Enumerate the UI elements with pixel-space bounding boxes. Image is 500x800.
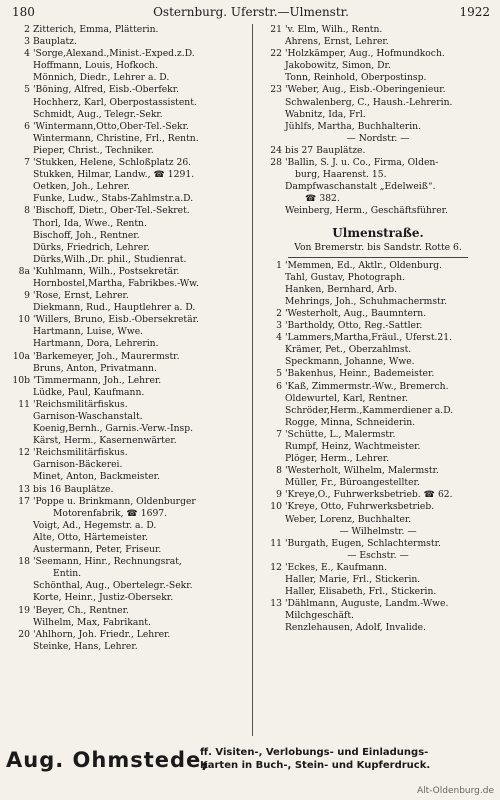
directory-entry (6, 399, 248, 411)
entry-text: Ahrens, Ernst, Lehrer. (285, 36, 389, 48)
directory-entry (258, 477, 498, 489)
entry-text: Garnison-Bäckerei. (33, 459, 123, 471)
directory-entry (6, 641, 248, 653)
directory-entry (258, 622, 498, 634)
entry-text: 'Kreye, Otto, Fuhrwerksbetrieb. (285, 501, 435, 513)
entry-text: 'Westerholt, Aug., Baumntern. (285, 307, 427, 319)
entry-text: Dürks, Friedrich, Lehrer. (33, 241, 150, 253)
directory-entry (6, 242, 248, 254)
directory-entry (6, 459, 248, 471)
entry-text: 'Dählmann, Auguste, Landm.-Wwe. (285, 598, 449, 610)
house-number: 17 (18, 495, 30, 507)
entry-text: Speckmann, Johanne, Wwe. (285, 356, 415, 368)
street-heading: Ulmenstraße. (332, 225, 424, 240)
directory-entry (6, 60, 248, 72)
directory-entry (258, 610, 498, 622)
advertiser-name: Aug. Ohmstede, (6, 748, 211, 772)
entry-text: Wabnitz, Ida, Frl. (285, 108, 366, 120)
directory-entry (6, 84, 248, 96)
directory-entry (6, 471, 248, 483)
entry-text: 'Bischoff, Dietr., Ober-Tel.-Sekret. (33, 205, 190, 217)
house-number: 28 (270, 157, 282, 169)
divider (258, 254, 498, 260)
entry-text: Stukken, Hilmar, Landw., ☎ 1291. (33, 169, 195, 181)
entry-text: Jühlfs, Martha, Buchhalterin. (285, 120, 421, 132)
entry-text: Hartmann, Dora, Lehrerin. (33, 338, 159, 350)
entry-text: Tahl, Gustav, Photograph. (285, 271, 405, 283)
house-number: 8 (276, 465, 282, 477)
entry-text: Voigt, Ad., Hegemstr. a. D. (33, 519, 157, 531)
entry-text: 'Rose, Ernst, Lehrer. (33, 290, 129, 302)
directory-entry (6, 218, 248, 230)
entry-text: Pieper, Christ., Techniker. (33, 144, 154, 156)
entry-text: Haller, Marie, Frl., Stickerin. (285, 574, 421, 586)
directory-entry (6, 580, 248, 592)
house-number: 10 (270, 501, 282, 513)
directory-entry (258, 60, 498, 72)
house-number: 13 (270, 598, 282, 610)
advertisement-line-1: ff. Visiten-, Verlobungs- und Einladungs- (200, 747, 429, 758)
watermark: Alt-Oldenburg.de (416, 786, 494, 796)
entry-text: Zitterich, Emma, Plätterin. (33, 24, 159, 35)
directory-entry (6, 36, 248, 48)
entry-text: Schwalenberg, C., Haush.-Lehrerin. (285, 96, 453, 108)
entry-text: 'Kaß, Zimmermstr.-Ww., Bremerch. (285, 380, 449, 392)
house-number: 12 (18, 447, 30, 459)
entry-text: 'Bartholdy, Otto, Reg.-Sattler. (285, 320, 423, 332)
directory-entry (6, 24, 248, 36)
directory-entry (258, 562, 498, 574)
entry-text: Lüdke, Paul, Kaufmann. (33, 386, 145, 398)
directory-entry (6, 254, 248, 266)
right-column (258, 24, 498, 635)
entry-text: 'Ahlhorn, Joh. Friedr., Lehrer. (33, 628, 171, 640)
directory-entry (6, 121, 248, 133)
entry-text: 'Sorge,Alexand.,Minist.-Exped.z.D. (33, 48, 195, 60)
entry-text: Entin. (53, 568, 82, 580)
directory-entry (6, 351, 248, 363)
entry-text: 'Seemann, Hinr., Rechnungsrat, (33, 556, 182, 568)
directory-entry (6, 508, 248, 520)
house-number: 8a (18, 265, 30, 277)
directory-entry (258, 48, 498, 60)
entry-text: Bauplatz. (33, 36, 77, 48)
page-year: 1922 (459, 5, 490, 19)
directory-entry (6, 363, 248, 375)
entry-text: 'Eckes, E., Kaufmann. (285, 561, 388, 573)
directory-entry (6, 544, 248, 556)
directory-entry (258, 393, 498, 405)
entry-text: 'Timmermann, Joh., Lehrer. (33, 374, 162, 386)
directory-entry (6, 266, 248, 278)
entry-text: 'Kuhlmann, Wilh., Postsekretär. (33, 265, 180, 277)
entry-text: 'Poppe u. Brinkmann, Oldenburger (33, 495, 196, 507)
directory-entry (6, 338, 248, 350)
directory-entry (6, 48, 248, 60)
directory-entry (258, 417, 498, 429)
directory-entry (258, 169, 498, 181)
directory-entry (258, 205, 498, 217)
directory-entry (6, 496, 248, 508)
directory-entry (6, 423, 248, 435)
entry-text: Funke, Ludw., Stabs-Zahlmstr.a.D. (33, 193, 194, 205)
page-header (12, 4, 490, 20)
directory-entry (258, 36, 498, 48)
entry-text: Wilhelm, Max, Fabrikant. (33, 616, 151, 628)
directory-entry (6, 205, 248, 217)
cross-street-eschstr: — Eschstr. — (347, 549, 409, 561)
entry-text: 'Barkemeyer, Joh., Maurermstr. (33, 350, 180, 362)
house-number: 10 (18, 314, 30, 326)
entry-text: Haller, Elisabeth, Frl., Stickerin. (285, 586, 437, 598)
entry-text: ☎ 382. (305, 193, 340, 205)
entry-text: 'Memmen, Ed., Aktlr., Oldenburg. (285, 259, 443, 271)
entry-text: bis 16 Bauplätze. (33, 483, 114, 495)
page-number: 180 (12, 5, 35, 19)
entry-text: 'Beyer, Ch., Rentner. (33, 604, 129, 616)
house-number: 23 (270, 84, 282, 96)
directory-entry (6, 314, 248, 326)
directory-entry (258, 489, 498, 501)
entry-text: 'Reichsmilitärfiskus. (33, 447, 128, 459)
directory-entry (6, 278, 248, 290)
directory-entry (6, 484, 248, 496)
directory-entry (6, 435, 248, 447)
house-number: 22 (270, 48, 282, 60)
directory-entry (258, 501, 498, 513)
house-number: 9 (24, 290, 30, 302)
entry-text: Oldewurtel, Karl, Rentner. (285, 392, 409, 404)
directory-entry (258, 344, 498, 356)
house-number: 1 (276, 259, 282, 271)
cross-street-wilhelmstr: — Wilhelmstr. — (339, 525, 417, 537)
house-number: 4 (276, 332, 282, 344)
entry-text: bis 27 Bauplätze. (285, 144, 366, 156)
house-number: 6 (276, 380, 282, 392)
directory-entry (6, 302, 248, 314)
house-number: 12 (270, 561, 282, 573)
directory-entry (6, 617, 248, 629)
entry-text: 'Ballin, S. J. u. Co., Firma, Olden- (285, 157, 439, 169)
house-number: 24 (270, 144, 282, 156)
house-number: 6 (24, 120, 30, 132)
house-number: 18 (18, 556, 30, 568)
entry-text: Wintermann, Christine, Frl., Rentn. (33, 132, 199, 144)
directory-entry (6, 532, 248, 544)
house-number: 2 (276, 307, 282, 319)
house-number: 4 (24, 48, 30, 60)
entry-text: Minet, Anton, Backmeister. (33, 471, 160, 483)
entry-text: Mehrings, Joh., Schuhmachermstr. (285, 295, 448, 307)
house-number: 5 (24, 84, 30, 96)
house-number: 11 (270, 537, 282, 549)
directory-entry (6, 109, 248, 121)
house-number: 5 (276, 368, 282, 380)
entry-text: Jakobowitz, Simon, Dr. (285, 60, 391, 72)
entry-text: 'Böning, Alfred, Eisb.-Oberfekr. (33, 84, 180, 96)
house-number: 7 (276, 428, 282, 440)
house-number: 2 (24, 24, 30, 35)
house-number: 20 (18, 628, 30, 640)
house-number: 9 (276, 489, 282, 501)
directory-entry (258, 296, 498, 308)
entry-text: 'Stukken, Helene, Schloßplatz 26. (33, 157, 192, 169)
directory-entry (258, 84, 498, 96)
directory-entry (6, 97, 248, 109)
directory-entry (258, 429, 498, 441)
entry-text: 'Weber, Aug., Eisb.-Oberingenieur. (285, 84, 446, 96)
entry-text: Müller, Fr., Büroangestellter. (285, 477, 420, 489)
house-number: 7 (24, 157, 30, 169)
directory-entry (258, 381, 498, 393)
advertisement-line-2: Karten in Buch-, Stein- und Kupferdruck. (200, 760, 431, 771)
house-number: 21 (270, 24, 282, 35)
house-number: 3 (24, 36, 30, 48)
directory-entry (6, 326, 248, 338)
entry-text: Korte, Heinr., Justiz-Obersekr. (33, 592, 174, 604)
entry-text: Rogge, Minna, Schneiderin. (285, 416, 416, 428)
directory-entry (258, 284, 498, 296)
directory-entry (258, 193, 498, 205)
entry-text: 'Kreye,O., Fuhrwerksbetrieb. ☎ 62. (285, 489, 453, 501)
entry-text: Motorenfabrik, ☎ 1697. (53, 507, 168, 519)
entry-text: Dampfwaschanstalt „Edelweiß“. (285, 181, 436, 193)
entry-text: Hochherz, Karl, Oberpostassistent. (33, 96, 197, 108)
directory-entry (258, 538, 498, 550)
entry-text: 'Willers, Bruno, Eisb.-Obersekretär. (33, 314, 199, 326)
directory-entry (6, 556, 248, 568)
house-number: 10a (12, 350, 30, 362)
entry-text: Bruns, Anton, Privatmann. (33, 362, 157, 374)
directory-entry (6, 629, 248, 641)
house-number: 11 (18, 398, 30, 410)
directory-entry (258, 260, 498, 272)
directory-entry (6, 157, 248, 169)
directory-entry (6, 375, 248, 387)
directory-entry (258, 405, 498, 417)
directory-entry (6, 181, 248, 193)
entry-text: Milchgeschäft. (285, 610, 354, 622)
directory-entry (258, 145, 498, 157)
entry-text: Weinberg, Herm., Geschäftsführer. (285, 205, 448, 217)
page-title: Osternburg. Uferstr.—Ulmenstr. (153, 5, 349, 19)
entry-text: Hoffmann, Louis, Hofkoch. (33, 60, 159, 72)
directory-entry (258, 121, 498, 133)
entry-text: Weber, Lorenz, Buchhalter. (285, 513, 412, 525)
house-number: 13 (18, 483, 30, 495)
house-number: 10b (12, 374, 30, 386)
entry-text: Schröder,Herm.,Kammerdiener a.D. (285, 404, 454, 416)
entry-text: 'Wintermann,Otto,Ober-Tel.-Sekr. (33, 120, 189, 132)
directory-entry (6, 568, 248, 580)
directory-entry (258, 574, 498, 586)
directory-entry (258, 24, 498, 36)
entry-text: Hartmann, Luise, Wwe. (33, 326, 144, 338)
entry-text: 'Westerholt, Wilhelm, Malermstr. (285, 465, 439, 477)
entry-text: Thorl, Ida, Wwe., Rentn. (33, 217, 147, 229)
directory-entry (6, 520, 248, 532)
entry-text: Renzlehausen, Adolf, Invalide. (285, 622, 426, 634)
directory-entry (6, 230, 248, 242)
entry-text: Hanken, Bernhard, Arb. (285, 283, 398, 295)
entry-text: Krämer, Pet., Oberzahlmst. (285, 344, 412, 356)
directory-entry (6, 387, 248, 399)
directory-entry (258, 157, 498, 169)
directory-entry (6, 592, 248, 604)
entry-text: 'Bakenhus, Heinr., Bademeister. (285, 368, 435, 380)
entry-text: Garnison-Waschanstalt. (33, 411, 143, 422)
directory-entry (258, 586, 498, 598)
entry-text: Schönthal, Aug., Obertelegr.-Sekr. (33, 580, 193, 592)
entry-text: Dürks,Wilh.,Dr. phil., Studienrat. (33, 253, 187, 265)
entry-text: Bischoff, Joh., Rentner. (33, 229, 140, 241)
directory-entry (258, 453, 498, 465)
directory-entry (258, 356, 498, 368)
directory-entry (6, 193, 248, 205)
entry-text: burg, Haarenst. 15. (295, 169, 387, 181)
entry-text: 'Holzkämper, Aug., Hofmundkoch. (285, 48, 445, 60)
directory-entry (258, 598, 498, 610)
directory-entry (258, 272, 498, 284)
directory-entry (258, 308, 498, 320)
entry-text: Koenig,Bernh., Garnis.-Verw.-Insp. (33, 423, 194, 435)
left-column (6, 24, 248, 653)
directory-entry (258, 514, 498, 526)
directory-entry (258, 97, 498, 109)
entry-text: Austermann, Peter, Friseur. (33, 544, 162, 556)
entry-text: Oetken, Joh., Lehrer. (33, 181, 130, 193)
entry-text: Hornbostel,Martha, Fabrikbes.-Ww. (33, 277, 199, 289)
entry-text: Diekmann, Rud., Hauptlehrer a. D. (33, 302, 196, 314)
entry-text: Steinke, Hans, Lehrer. (33, 640, 138, 652)
street-range: Von Bremerstr. bis Sandstr. Rotte 6. (294, 241, 462, 253)
directory-entry (258, 332, 498, 344)
directory-entry (6, 605, 248, 617)
directory-entry (6, 72, 248, 84)
directory-entry (258, 72, 498, 84)
entry-text: 'Burgath, Eugen, Schlachtermstr. (285, 537, 441, 549)
directory-entry (6, 447, 248, 459)
advertisement-text (200, 746, 430, 772)
directory-entry (258, 320, 498, 332)
directory-entry (258, 441, 498, 453)
house-number: 8 (24, 205, 30, 217)
entry-text: Mönnich, Diedr., Lehrer a. D. (33, 72, 170, 84)
entry-text: 'Reichsmilitärfiskus. (33, 398, 128, 410)
directory-entry (6, 411, 248, 423)
house-number: 3 (276, 320, 282, 332)
cross-street-nordstr: — Nordstr. — (346, 132, 410, 144)
entry-text: Kärst, Herm., Kasernenwärter. (33, 435, 177, 447)
entry-text: Rumpf, Heinz, Wachtmeister. (285, 441, 421, 452)
entry-text: Schmidt, Aug., Telegr.-Sekr. (33, 108, 163, 120)
entry-text: Plöger, Herm., Lehrer. (285, 453, 390, 465)
advertisement (6, 742, 496, 782)
entry-text: Tonn, Reinhold, Oberpostinsp. (285, 72, 427, 84)
directory-entry (6, 145, 248, 157)
entry-text: 'v. Elm, Wilh., Rentn. (285, 24, 383, 35)
directory-entry (258, 109, 498, 121)
column-divider (252, 24, 253, 736)
entry-text: Alte, Otto, Härtemeister. (33, 531, 149, 543)
directory-entry (258, 181, 498, 193)
entry-text: 'Lammers,Martha,Fräul., Uferst.21. (285, 332, 453, 344)
directory-entry (6, 169, 248, 181)
directory-entry (6, 290, 248, 302)
directory-entry (6, 133, 248, 145)
directory-entry (258, 368, 498, 380)
directory-entry (258, 465, 498, 477)
house-number: 19 (18, 604, 30, 616)
entry-text: 'Schütte, L., Malermstr. (285, 428, 396, 440)
